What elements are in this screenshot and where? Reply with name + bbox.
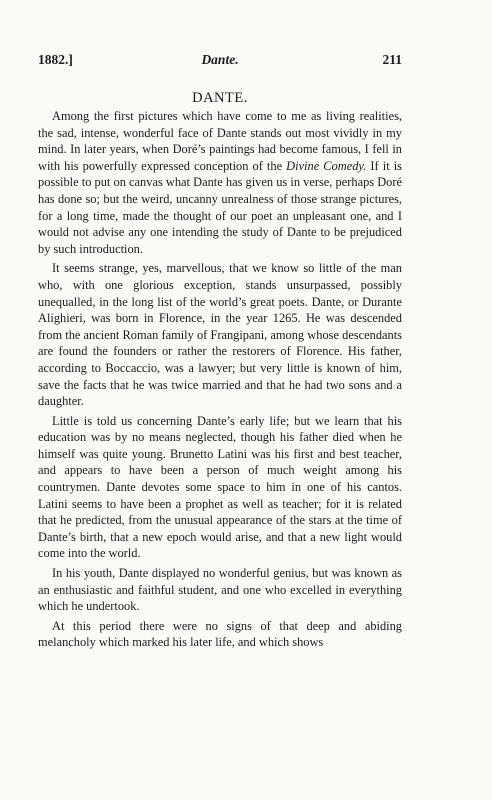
paragraph-4: In his youth, Dante displayed no wonderful genius, but was known as an enthusiastic and faithful student, and one who excelled in everything which he undertook. [38, 566, 402, 614]
paragraph-1 [38, 108, 402, 257]
paragraph-2: It seems strange, yes, marvellous, that we know so little of the man who, with one glorious exception, stands unsurpassed, possibly unequalled, in the long list of the world’s great poets. Dante, or Durante Alighieri, was born in Florence, in the year 1265. He was descended from the ancient Roman family of Frangipani, among whose descendants are found the founders or rather the restorers of Florence. His father, according to Boccaccio, was a lawyer; but very little is known of him, save the facts that he was twice married and that he had two sons and a daughter. [38, 261, 402, 409]
italic-work-title: Divine Comedy. [286, 158, 367, 173]
paragraph-3: Little is told us concerning Dante’s early life; but we learn that his education was by no means neglected, though his father died when he himself was quite young. Brunetto Latini was his first and best teacher, and appears to have been a person of much weight among his countrymen. Dante devotes some space to him in one of his cantos. Latini seems to have been a prophet as well as teacher; for it is related that he predicted, from the unusual appearance of the stars at the time of Dante’s birth, that a new epoch would arise, and that a new light would come into the world. [38, 413, 402, 561]
article-title: DANTE. [192, 90, 248, 106]
paragraph-1-text-before: Among the first pictures which have come to me as living realities, the sad, intense, wonderful face of Dante stands out most vividly in my mind. In later years, when Doré’s paintings had become famous, I fell in with his powerfully expressed conception of the [38, 109, 402, 173]
page-number: 211 [382, 52, 402, 67]
running-head [38, 52, 402, 70]
paragraph-1-text-after: If it is possible to put on canvas what Dante has given us in verse, perhaps Doré has done so; but the weird, uncanny unrealness of those strange pictures, for a long time, made the thought of our poet an unpleasant one, and I would not advise any one intending the study of Dante to be prejudiced by such introduction. [38, 158, 402, 256]
header-year: 1882.] [38, 52, 73, 67]
paragraph-5: At this period there were no signs of that deep and abiding melancholy which marked his later life, and which shows [38, 618, 402, 650]
article-body [38, 108, 402, 654]
header-running-title: Dante. [201, 52, 239, 67]
